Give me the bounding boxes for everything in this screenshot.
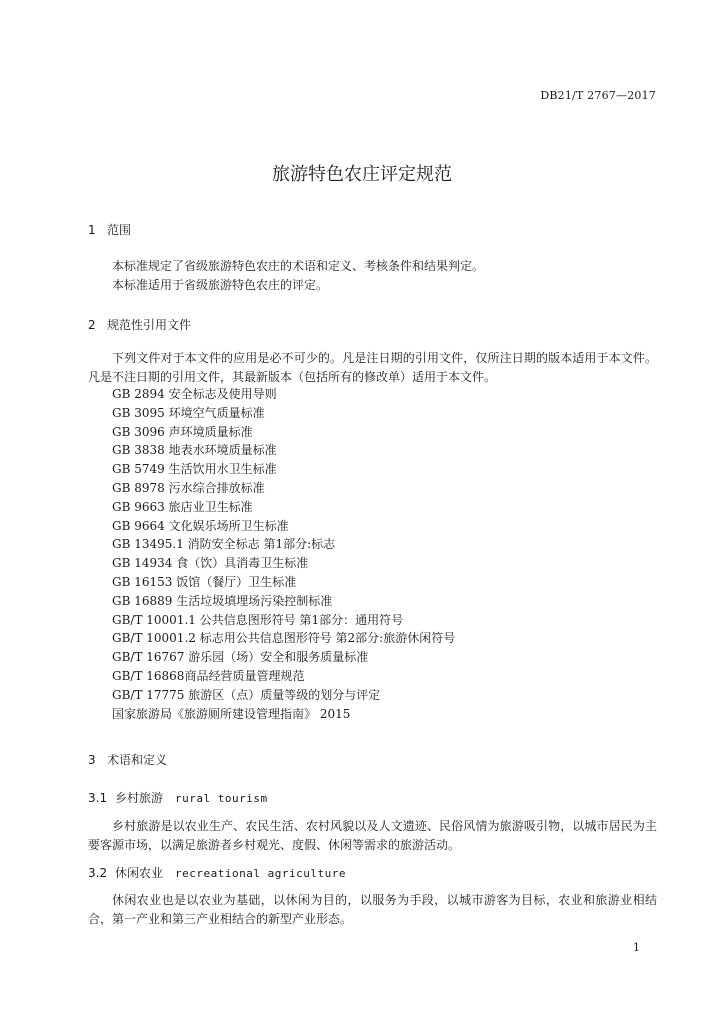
term-english: rural tourism xyxy=(175,792,268,805)
document-title: 旅游特色农庄评定规范 xyxy=(272,164,452,185)
reference-item: GB 3838 地表水环境质量标准 xyxy=(112,443,277,458)
reference-item: GB 5749 生活饮用水卫生标准 xyxy=(112,462,277,477)
reference-item: GB/T 16767 游乐园（场）安全和服务质量标准 xyxy=(112,650,369,665)
term-chinese: 乡村旅游 xyxy=(115,791,164,805)
document-code: DB21/T 2767—2017 xyxy=(540,89,656,102)
references-intro-paragraph: 下列文件对于本文件的应用是必不可少的。凡是注日期的引用文件，仅所注日期的版本适用于本文件。凡是不注日期的引用文件，其最新版本（包括所有的修改单）适用于本文件。 xyxy=(88,351,657,384)
section-title: 规范性引用文件 xyxy=(107,318,192,332)
term-number: 3.2 xyxy=(88,866,108,880)
section-heading-scope xyxy=(88,221,131,238)
term-heading-rural-tourism xyxy=(88,789,268,806)
reference-item: GB 9663 旅店业卫生标准 xyxy=(112,499,253,514)
reference-item: GB 16153 饭馆（餐厅）卫生标准 xyxy=(112,574,297,589)
term-number: 3.1 xyxy=(88,791,108,805)
section-heading-references xyxy=(88,316,191,333)
term-english: recreational agriculture xyxy=(175,867,346,880)
section-number: 3 xyxy=(88,753,96,767)
section-title: 术语和定义 xyxy=(107,753,168,767)
reference-item: GB 3096 声环境质量标准 xyxy=(112,424,253,439)
reference-item: GB 2894 安全标志及使用导则 xyxy=(112,387,277,401)
reference-item: GB 3095 环境空气质量标准 xyxy=(112,405,265,420)
scope-paragraph-1: 本标准规定了省级旅游特色农庄的术语和定义、考核条件和结果判定。 xyxy=(112,259,485,273)
term-definition-recreational-agriculture: 休闲农业也是以农业为基础，以休闲为目的，以服务为手段，以城市游客为目标，农业和旅游业相结合，第一产业和第三产业相结合的新型产业形态。 xyxy=(88,893,657,926)
term-chinese: 休闲农业 xyxy=(115,866,164,880)
reference-item: GB/T 16868商品经营质量管理规范 xyxy=(112,668,305,683)
reference-item: GB 16889 生活垃圾填埋场污染控制标准 xyxy=(112,593,333,608)
reference-item: GB 14934 食（饮）具消毒卫生标准 xyxy=(112,556,309,571)
reference-list xyxy=(112,385,455,723)
section-heading-terms xyxy=(88,751,167,768)
page-number: 1 xyxy=(633,941,640,954)
section-number: 2 xyxy=(88,318,96,332)
reference-item: GB 9664 文化娱乐场所卫生标准 xyxy=(112,518,289,533)
section-title: 范围 xyxy=(107,223,132,237)
section-number: 1 xyxy=(88,223,96,237)
reference-item: 国家旅游局《旅游厕所建设管理指南》 2015 xyxy=(112,706,351,721)
term-definition-rural-tourism: 乡村旅游是以农业生产、农民生活、农村风貌以及人文遗迹、民俗风情为旅游吸引物，以城市居民为主要客源市场，以满足旅游者乡村观光、度假、休闲等需求的旅游活动。 xyxy=(88,819,657,852)
reference-item: GB/T 10001.1 公共信息图形符号 第1部分：通用符号 xyxy=(112,612,404,627)
term-heading-recreational-agriculture xyxy=(88,864,346,881)
reference-item: GB 8978 污水综合排放标准 xyxy=(112,480,265,495)
scope-paragraph-2: 本标准适用于省级旅游特色农庄的评定。 xyxy=(112,278,329,292)
reference-item: GB 13495.1 消防安全标志 第1部分:标志 xyxy=(112,537,336,552)
reference-item: GB/T 10001.2 标志用公共信息图形符号 第2部分:旅游休闲符号 xyxy=(112,631,456,646)
reference-item: GB/T 17775 旅游区（点）质量等级的划分与评定 xyxy=(112,687,381,702)
